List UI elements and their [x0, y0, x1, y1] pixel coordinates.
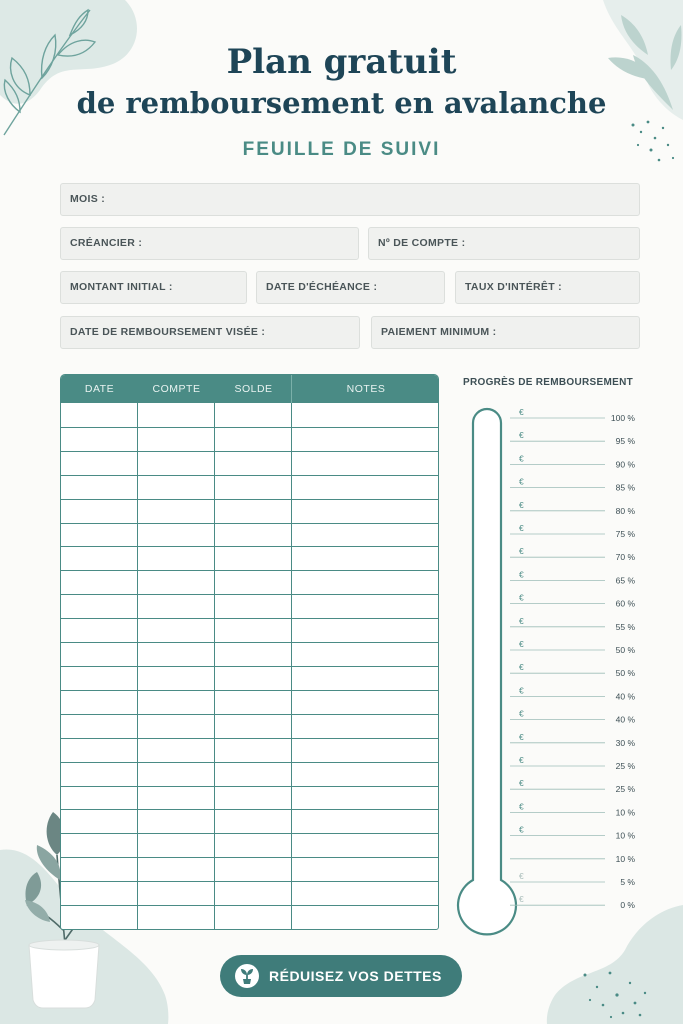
progress-level-label: 40 %	[615, 691, 635, 702]
progress-level-label: 90 %	[615, 459, 635, 470]
target-payoff-date-label: DATE DE REMBOURSEMENT VISÉE :	[70, 326, 266, 338]
interest-rate-field[interactable]	[455, 271, 640, 304]
progress-level-label: 70 %	[615, 552, 635, 563]
table-row-divider	[61, 762, 438, 763]
table-row-divider	[61, 499, 438, 500]
currency-symbol: €	[519, 592, 524, 603]
tracking-table	[60, 374, 439, 930]
progress-level-label: 50 %	[615, 668, 635, 679]
progress-level-label: 10 %	[615, 853, 635, 864]
table-row-divider	[61, 809, 438, 810]
currency-symbol: €	[519, 871, 524, 881]
target-payoff-date-field[interactable]	[60, 316, 360, 349]
table-row-divider	[61, 714, 438, 715]
header-divider	[291, 375, 292, 403]
seedling-icon	[235, 964, 259, 988]
currency-symbol: €	[519, 569, 524, 580]
currency-symbol: €	[519, 685, 524, 696]
page-title-line-1: Plan gratuit	[226, 42, 457, 82]
due-date-label: DATE D'ÉCHÉANCE :	[266, 281, 378, 293]
currency-symbol: €	[519, 824, 524, 835]
progress-level-label: 85 %	[615, 482, 635, 493]
currency-symbol: €	[519, 731, 524, 742]
reduce-debts-label: RÉDUISEZ VOS DETTES	[269, 968, 442, 984]
page-title-line-2: de remboursement en avalanche	[76, 86, 607, 120]
column-header-notes: NOTES	[346, 383, 386, 395]
progress-thermometer	[450, 395, 650, 940]
currency-symbol: €	[519, 615, 524, 626]
progress-level-label: 25 %	[615, 784, 635, 795]
progress-level-label: 5 %	[620, 877, 635, 887]
progress-level-label: 100 %	[610, 413, 635, 423]
currency-symbol: €	[519, 523, 524, 533]
currency-symbol: €	[519, 801, 524, 812]
progress-level-label: 25 %	[615, 761, 635, 771]
table-row-divider	[61, 618, 438, 619]
account-number-label: Nº DE COMPTE :	[378, 237, 466, 249]
month-label: MOIS :	[70, 193, 106, 205]
table-row-divider	[61, 427, 438, 428]
currency-symbol: €	[519, 894, 524, 905]
currency-symbol: €	[519, 476, 524, 487]
progress-level-label: 10 %	[615, 830, 635, 841]
table-row-divider	[61, 546, 438, 547]
currency-symbol: €	[519, 662, 524, 673]
table-row-divider	[61, 786, 438, 787]
currency-symbol: €	[519, 499, 524, 510]
progress-level-label: 65 %	[615, 575, 635, 586]
column-header-account: COMPTE	[152, 383, 201, 395]
creditor-field[interactable]	[60, 227, 359, 260]
currency-symbol: €	[519, 546, 524, 557]
table-row-divider	[61, 857, 438, 858]
currency-symbol: €	[519, 453, 524, 464]
interest-rate-label: TAUX D'INTÉRÊT :	[465, 281, 562, 293]
currency-symbol: €	[519, 755, 524, 765]
table-header	[61, 375, 438, 403]
progress-level-label: 30 %	[615, 737, 635, 748]
table-row-divider	[61, 523, 438, 524]
table-row-divider	[61, 666, 438, 667]
table-row-divider	[61, 905, 438, 906]
table-row-divider	[61, 570, 438, 571]
initial-amount-field[interactable]	[60, 271, 247, 304]
progress-level-label: 80 %	[615, 505, 635, 516]
table-row-divider	[61, 690, 438, 691]
page-subtitle: FEUILLE DE SUIVI	[242, 139, 441, 160]
table-row-divider	[61, 833, 438, 834]
progress-level-label: 10 %	[615, 807, 635, 818]
progress-level-label: 75 %	[615, 529, 635, 539]
table-row-divider	[61, 451, 438, 452]
month-field[interactable]	[60, 183, 640, 216]
table-row-divider	[61, 881, 438, 882]
progress-level-label: 50 %	[615, 645, 635, 655]
creditor-label: CRÉANCIER :	[70, 237, 143, 249]
progress-title: PROGRÈS DE REMBOURSEMENT	[463, 377, 633, 388]
progress-level-label: 40 %	[615, 714, 635, 725]
account-number-field[interactable]	[368, 227, 640, 260]
currency-symbol: €	[519, 639, 524, 649]
progress-level-label: 0 %	[620, 900, 635, 911]
table-row-divider	[61, 594, 438, 595]
reduce-debts-button[interactable]	[220, 955, 462, 997]
thermometer-outline	[458, 409, 516, 934]
due-date-field[interactable]	[256, 271, 445, 304]
minimum-payment-label: PAIEMENT MINIMUM :	[381, 326, 497, 338]
progress-level-label: 95 %	[615, 436, 635, 447]
progress-level-label: 55 %	[615, 621, 635, 632]
progress-level-label: 60 %	[615, 598, 635, 609]
currency-symbol: €	[519, 407, 524, 417]
currency-symbol: €	[519, 430, 524, 441]
column-header-date: DATE	[84, 383, 115, 395]
table-row-divider	[61, 642, 438, 643]
minimum-payment-field[interactable]	[371, 316, 640, 349]
table-row-divider	[61, 738, 438, 739]
table-row-divider	[61, 475, 438, 476]
currency-symbol: €	[519, 708, 524, 719]
column-header-balance: SOLDE	[234, 383, 273, 395]
initial-amount-label: MONTANT INITIAL :	[70, 281, 173, 293]
currency-symbol: €	[519, 778, 524, 789]
